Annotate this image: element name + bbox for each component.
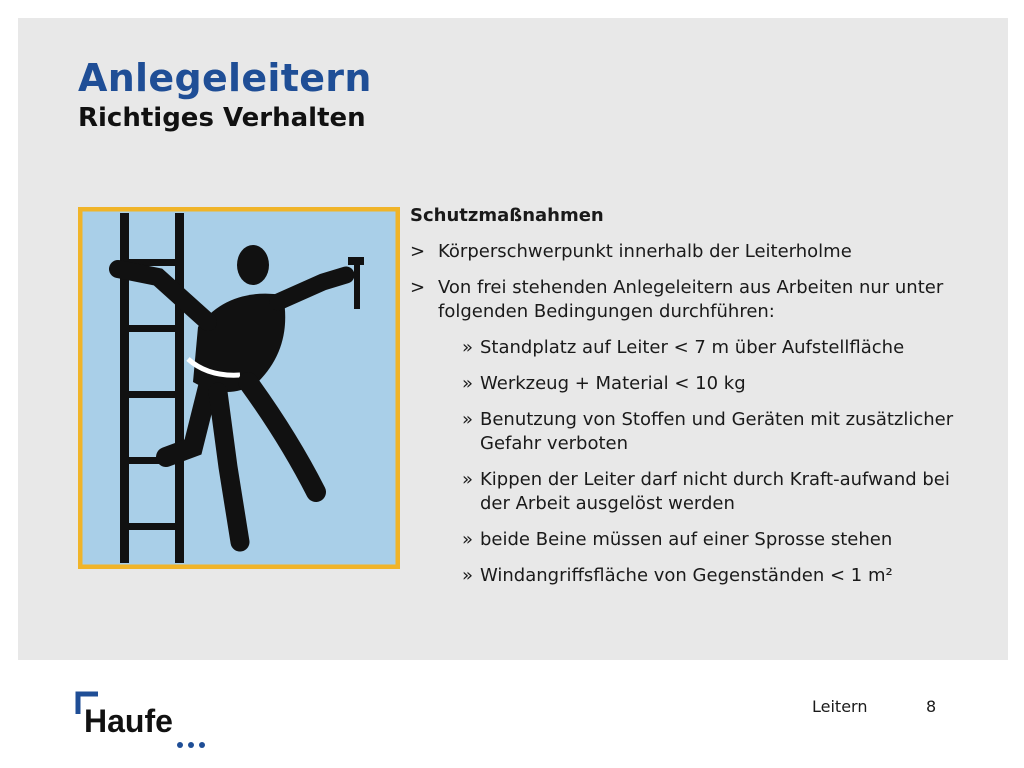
sub-list-item	[410, 468, 970, 516]
sub-bullet-marker: »	[462, 337, 474, 358]
sub-bullet-text: Werkzeug + Material < 10 kg	[480, 373, 746, 394]
sub-list-item	[410, 372, 970, 396]
sub-bullet-text: Kippen der Leiter darf nicht durch Kraft-aufwand bei der Arbeit ausgelöst werden	[480, 469, 950, 514]
worker-on-ladder-icon	[78, 207, 400, 569]
list-item	[410, 240, 970, 264]
slide-subtitle: Richtiges Verhalten	[78, 103, 366, 133]
sub-bullet-marker: »	[462, 373, 474, 394]
page-number: 8	[926, 697, 937, 716]
sub-bullet-marker: »	[462, 565, 474, 586]
sub-bullet-marker: »	[462, 409, 474, 430]
content-heading: Schutzmaßnahmen	[410, 205, 604, 226]
sub-bullet-text: Standplatz auf Leiter < 7 m über Aufstellfläche	[480, 337, 905, 358]
sub-bullet-text: Windangriffsfläche von Gegenständen < 1 m²	[480, 565, 893, 586]
haufe-logo	[74, 690, 214, 752]
sub-bullet-text: beide Beine müssen auf einer Sprosse stehen	[480, 529, 893, 550]
sub-list-item	[410, 528, 970, 552]
bullet-text: Von frei stehenden Anlegeleitern aus Arbeiten nur unter folgenden Bedingungen durchführen:	[438, 277, 944, 322]
sub-bullet-marker: »	[462, 469, 474, 490]
sub-bullet-marker: »	[462, 529, 474, 550]
list-item	[410, 276, 970, 324]
footer-section-label: Leitern	[812, 697, 868, 716]
sub-bullet-text: Benutzung von Stoffen und Geräten mit zusätzlicher Gefahr verboten	[480, 409, 954, 454]
slide-title: Anlegeleitern	[78, 56, 372, 100]
sub-list-item	[410, 408, 970, 456]
bullet-marker: >	[410, 241, 426, 262]
sub-list-item	[410, 564, 970, 588]
bullet-marker: >	[410, 277, 426, 298]
bullet-text: Körperschwerpunkt innerhalb der Leiterholme	[438, 241, 852, 262]
logo-text: Haufe	[84, 703, 173, 739]
content-block	[410, 204, 970, 600]
sub-list-item	[410, 336, 970, 360]
